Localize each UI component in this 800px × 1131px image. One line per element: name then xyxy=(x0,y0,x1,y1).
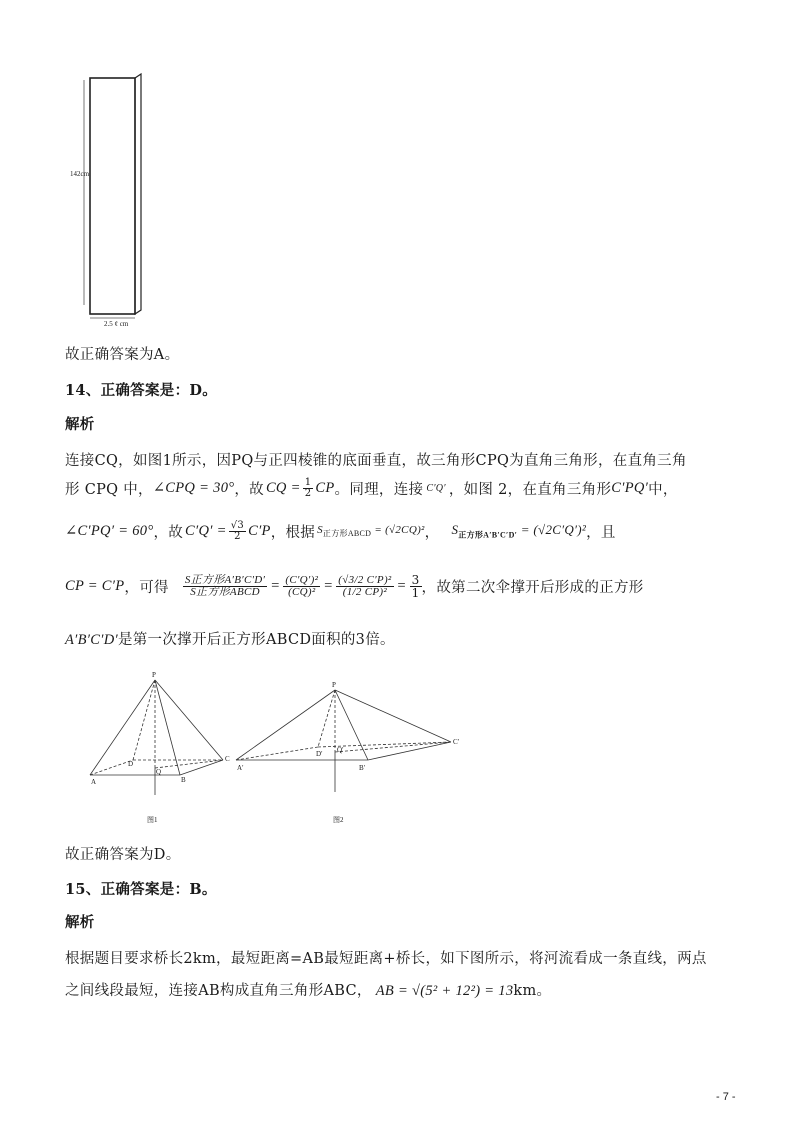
label-c: C′ xyxy=(453,738,460,746)
area-ratio xyxy=(183,575,267,598)
denominator: 2 xyxy=(234,531,241,542)
area-abcd-prime-rhs: = (√2C′Q′)² xyxy=(520,522,587,538)
height-label: 142cm xyxy=(70,170,90,178)
ratio-cp xyxy=(336,575,393,598)
ratio-three xyxy=(410,574,422,599)
text: 是第一次撑开后正方形ABCD面积的3倍。 xyxy=(117,632,395,648)
cq-prime: C′Q′ xyxy=(426,483,446,494)
denominator: 2 xyxy=(304,488,312,499)
caption: 图1 xyxy=(147,816,158,824)
label-b: B′ xyxy=(359,764,366,772)
area-abcd-prime xyxy=(451,522,586,541)
text: 。同理，连接 xyxy=(334,482,424,498)
q14-line1: 连接CQ，如图1所示，因PQ与正四棱锥的底面垂直，故三角形CPQ为直角三角形，在直角三角 xyxy=(65,453,687,469)
label-q: Q xyxy=(156,768,162,776)
numerator: (C′Q′)² xyxy=(285,574,319,586)
q14-heading: 14、正确答案是：D。 xyxy=(65,382,218,399)
label-a: A xyxy=(91,778,97,786)
equals: = xyxy=(270,578,281,594)
text: ， xyxy=(424,525,440,541)
fraction-half xyxy=(303,478,314,499)
denominator: (CQ)² xyxy=(288,586,316,598)
label-b: B xyxy=(181,776,186,784)
q15-line2 xyxy=(65,979,551,1000)
area-abcd xyxy=(317,524,425,539)
eq-cq-prime-left: C′Q′ = xyxy=(185,523,227,539)
label-a: A′ xyxy=(237,764,244,772)
q14-line2 xyxy=(65,478,678,499)
q14-analysis-label: 解析 xyxy=(65,416,95,433)
label-c: C xyxy=(225,755,230,763)
text: 之间线段最短，连接AB构成直角三角形ABC， xyxy=(65,983,372,999)
label-p: P xyxy=(332,681,336,689)
q15-heading: 15、正确答案是：B。 xyxy=(65,881,217,898)
text: ，故 xyxy=(153,525,184,541)
q15-analysis-label: 解析 xyxy=(65,914,95,931)
s-subscript: 正方形ABCD xyxy=(322,529,372,539)
area-abcd-rhs: = (√2CQ)² xyxy=(374,523,425,536)
text: km。 xyxy=(513,983,552,999)
angle-cpq: ∠CPQ = 30° xyxy=(152,480,235,496)
text: 中， xyxy=(648,482,678,498)
square-prime: A′B′C′D′ xyxy=(65,632,118,648)
eq-cq-right: CP xyxy=(315,480,335,496)
fraction-root3-2 xyxy=(229,521,246,542)
ab-equation: AB = √(5² + 12²) = 13 xyxy=(375,983,514,999)
label-d: D xyxy=(128,760,134,768)
text: ，且 xyxy=(586,525,616,541)
text: ，如图 2，在直角三角形 xyxy=(448,482,612,498)
label-q: Q′ xyxy=(337,746,344,754)
ratio-cq xyxy=(283,575,320,598)
q14-line4 xyxy=(65,574,644,599)
numerator: 1 xyxy=(304,477,312,488)
equals: = xyxy=(396,578,407,594)
eq-cq-left: CQ = xyxy=(265,480,301,496)
figure-2 xyxy=(233,680,468,825)
figure-1 xyxy=(85,670,235,825)
column-figure xyxy=(70,70,160,330)
tri-cpq-prime: C′PQ′ xyxy=(611,480,649,496)
equals: = xyxy=(323,578,334,594)
eq-cq-prime-right: C′P xyxy=(248,523,271,539)
text: ，故 xyxy=(234,482,264,498)
label-p: P xyxy=(152,671,156,679)
text: 形 CPQ 中， xyxy=(65,482,153,498)
numerator: 3 xyxy=(411,573,420,587)
numerator: √3 xyxy=(230,520,245,531)
q14-line3 xyxy=(65,521,616,542)
text: ，故第二次伞撑开后形成的正方形 xyxy=(421,580,644,596)
denominator: S正方形ABCD xyxy=(190,586,260,598)
eq-cp: CP = C′P xyxy=(65,578,125,594)
numerator: (√3/2 C′P)² xyxy=(338,574,392,586)
s-symbol: S xyxy=(317,523,323,536)
denominator: 1 xyxy=(411,586,420,600)
q14-answer: 故正确答案为D。 xyxy=(65,847,181,863)
angle-cpq-prime: ∠C′PQ′ = 60° xyxy=(65,523,154,539)
q13-answer: 故正确答案为A。 xyxy=(65,347,180,363)
label-d: D′ xyxy=(316,750,323,758)
numerator: S正方形A′B′C′D′ xyxy=(184,574,266,586)
caption: 图2 xyxy=(333,816,344,824)
width-label: 2.5 ¢ cm xyxy=(104,320,129,328)
s-symbol: S xyxy=(451,522,459,538)
denominator: (1/2 CP)² xyxy=(342,586,387,598)
text: ，可得 xyxy=(124,580,169,596)
q15-line1: 根据题目要求桥长2km，最短距离=AB最短距离+桥长，如下图所示，将河流看成一条直线，两点 xyxy=(65,951,707,967)
page-number: - 7 - xyxy=(716,1091,736,1103)
text: ，根据 xyxy=(270,525,316,541)
q14-line5 xyxy=(65,628,395,649)
s-subscript: 正方形A′B′C′D′ xyxy=(458,530,518,540)
